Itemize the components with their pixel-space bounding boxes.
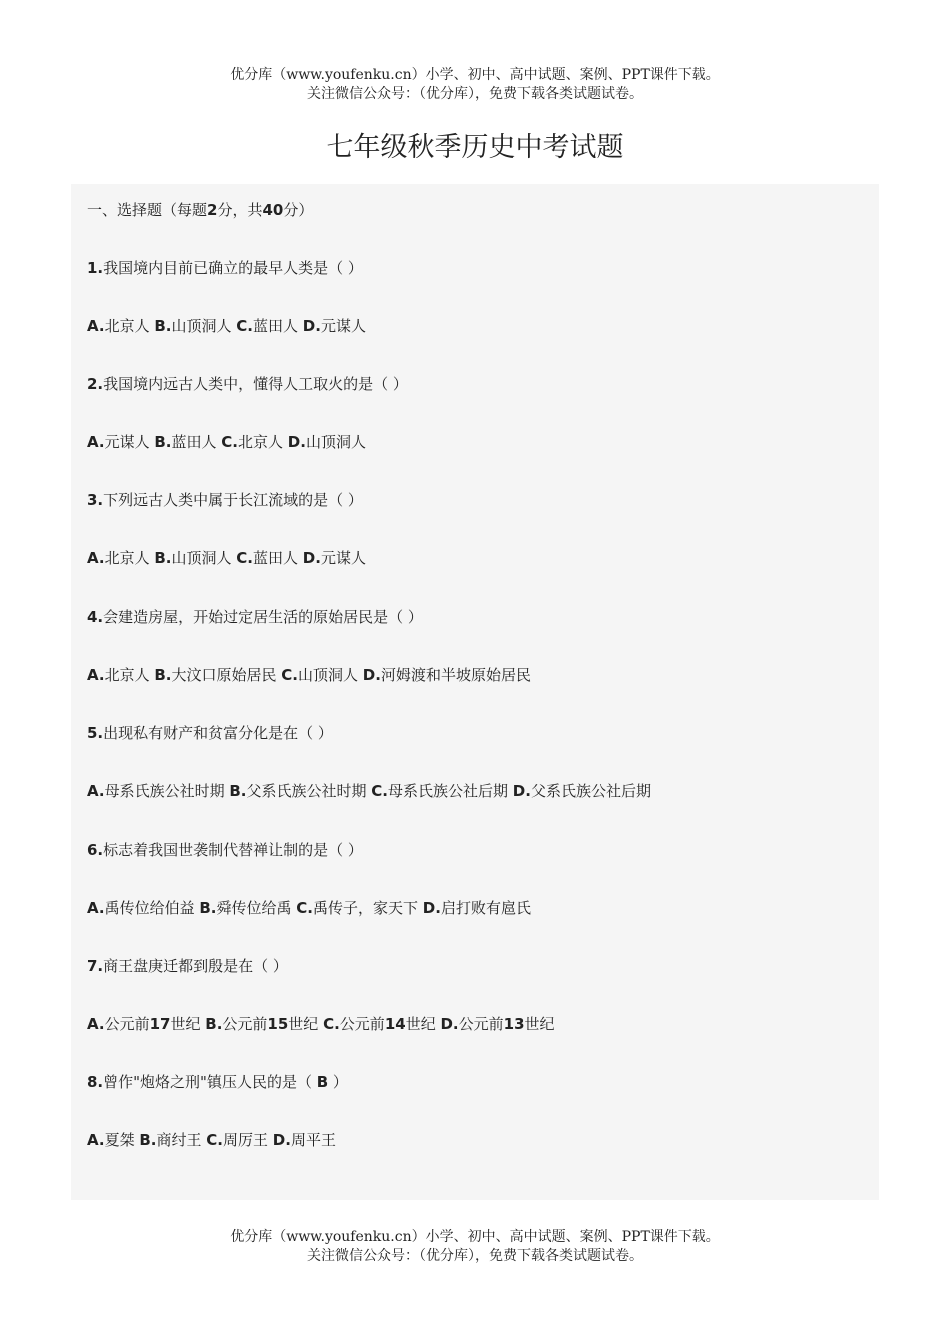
question-7-options: A.公元前17世纪 B.公元前15世纪 C.公元前14世纪 D.公元前13世纪 <box>87 1015 555 1033</box>
footer-line-2: 关注微信公众号：（优分库），免费下载各类试题试卷。 <box>307 1248 643 1264</box>
page-title: 七年级秋季历史中考试题 <box>326 132 624 163</box>
question-8-options: A.夏桀 B.商纣王 C.周厉王 D.周平王 <box>87 1131 336 1149</box>
question-2-options: A.元谋人 B.蓝田人 C.北京人 D.山顶洞人 <box>87 433 366 451</box>
question-8: 8.曾作"炮烙之刑"镇压人民的是（ B ） <box>87 1073 348 1091</box>
page-header <box>0 66 950 104</box>
header-line-1: 优分库（www.youfenku.cn）小学、初中、高中试题、案例、PPT课件下载。 <box>230 67 720 83</box>
question-5-options: A.母系氏族公社时期 B.父系氏族公社时期 C.母系氏族公社后期 D.父系氏族公社后期 <box>87 782 651 800</box>
question-5: 5.出现私有财产和贫富分化是在（ ） <box>87 724 333 742</box>
question-3-options: A.北京人 B.山顶洞人 C.蓝田人 D.元谋人 <box>87 549 366 567</box>
question-7: 7.商王盘庚迁都到殷是在（ ） <box>87 957 288 975</box>
question-panel <box>71 184 879 1200</box>
page-footer <box>0 1228 950 1266</box>
question-3: 3.下列远古人类中属于长江流域的是（ ） <box>87 491 363 509</box>
footer-line-1: 优分库（www.youfenku.cn）小学、初中、高中试题、案例、PPT课件下载。 <box>230 1229 720 1245</box>
question-4-options: A.北京人 B.大汶口原始居民 C.山顶洞人 D.河姆渡和半坡原始居民 <box>87 666 531 684</box>
header-line-2: 关注微信公众号：（优分库），免费下载各类试题试卷。 <box>307 86 643 102</box>
question-1: 1.我国境内目前已确立的最早人类是（ ） <box>87 259 363 277</box>
question-6: 6.标志着我国世袭制代替禅让制的是（ ） <box>87 841 363 859</box>
question-2: 2.我国境内远古人类中，懂得人工取火的是（ ） <box>87 375 408 393</box>
question-6-options: A.禹传位给伯益 B.舜传位给禹 C.禹传子，家天下 D.启打败有扈氏 <box>87 899 531 917</box>
question-4: 4.会建造房屋，开始过定居生活的原始居民是（ ） <box>87 608 423 626</box>
section-heading: 一、选择题（每题2分，共40分） <box>87 201 314 219</box>
question-1-options: A.北京人 B.山顶洞人 C.蓝田人 D.元谋人 <box>87 317 366 335</box>
answer-mark: B <box>316 1073 329 1091</box>
